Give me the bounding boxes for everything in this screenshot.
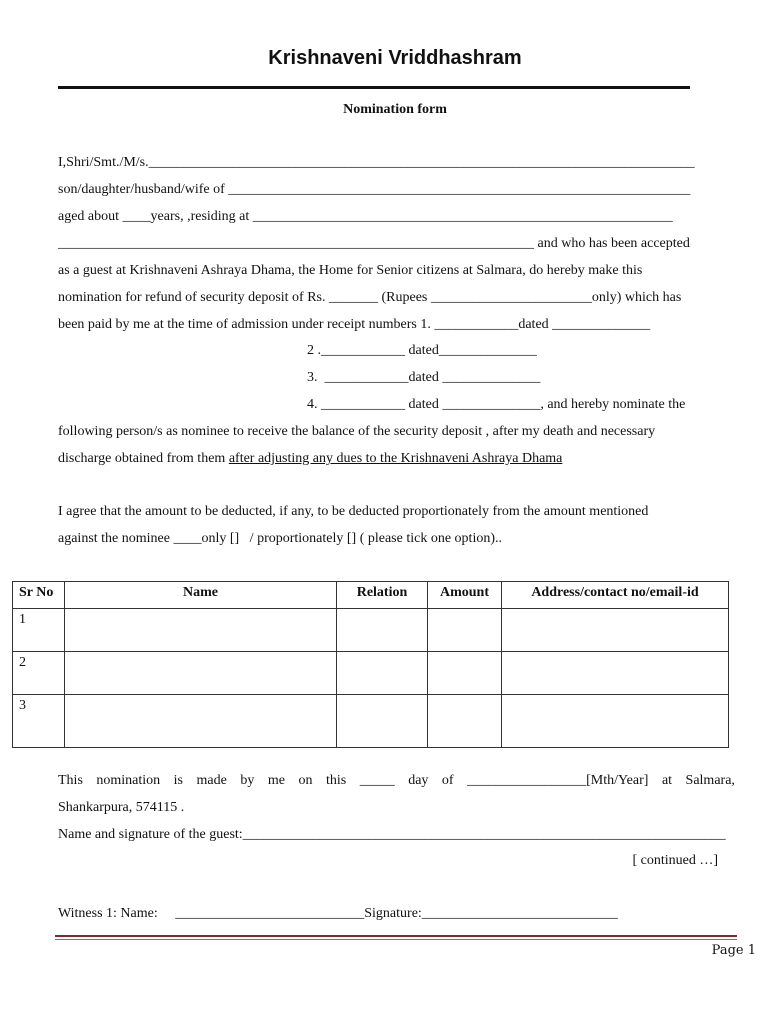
word: day [408,773,429,788]
header-name: Name [65,582,337,609]
row-relation-cell[interactable] [337,652,428,695]
table-row [13,609,729,652]
row-sr-no: 1 [13,609,65,652]
agreement-line-2: against the nominee ____only [] / proportionately [] ( please tick one option).. [58,531,502,546]
receipt-line-4: 4. ____________ dated ______________, and hereby nominate the [307,397,686,412]
word: is [173,773,184,788]
receipt-line-3: 3. ____________dated ______________ [307,370,541,385]
place-line: Shankarpura, 574115 . [58,800,185,815]
title-rule [58,86,690,89]
row-name-cell[interactable] [65,652,337,695]
row-amount-cell[interactable] [428,609,502,652]
name-line: I,Shri/Smt./M/s.______________________________________________________________________________ [58,155,695,170]
table-row [13,695,729,748]
row-amount-cell[interactable] [428,652,502,695]
word: this [325,773,347,788]
deposit-line: nomination for refund of security deposit of Rs. _______ (Rupees _______________________only) which has [58,290,682,305]
header-address: Address/contact no/email-id [502,582,729,609]
word: on [298,773,313,788]
row-name-cell[interactable] [65,609,337,652]
row-sr-no: 3 [13,695,65,748]
nominee-statement-line: following person/s as nominee to receive the balance of the security deposit , after my death and necessary [58,424,656,439]
header-relation: Relation [337,582,428,609]
table-row [13,652,729,695]
guest-statement-line: as a guest at Krishnaveni Ashraya Dhama, the Home for Senior citizens at Salmara, do hereby make this [58,263,643,278]
row-address-cell[interactable] [502,695,729,748]
day-blank: _____ [359,773,395,788]
footer-rule-thin [55,939,737,940]
discharge-text: discharge obtained from them [58,451,229,466]
row-relation-cell[interactable] [337,609,428,652]
header-amount: Amount [428,582,502,609]
page-number: Page 1 [711,943,756,958]
month-year-blank: _________________[Mth/Year] [467,773,649,788]
word: me [267,773,285,788]
row-name-cell[interactable] [65,695,337,748]
receipt-line-2: 2 .____________ dated______________ [307,343,537,358]
word: by [240,773,255,788]
word: made [196,773,227,788]
footer-rule [55,935,737,937]
row-relation-cell[interactable] [337,695,428,748]
nomination-date-line [58,773,735,789]
discharge-line [58,451,562,467]
row-address-cell[interactable] [502,652,729,695]
header-sr-no: Sr No [13,582,65,609]
row-amount-cell[interactable] [428,695,502,748]
row-sr-no: 2 [13,652,65,695]
address-line: ____________________________________________________________________ and who has been accepted [58,236,690,251]
row-address-cell[interactable] [502,609,729,652]
guest-signature-line: Name and signature of the guest:_____________________________________________________________________ [58,827,726,842]
form-title: Krishnaveni Vriddhashram [268,47,522,69]
receipt-line-1: been paid by me at the time of admission under receipt numbers 1. ____________dated ______________ [58,317,651,332]
word: This [58,773,83,788]
word: Salmara, [685,773,735,788]
dues-clause: after adjusting any dues to the Krishnaveni Ashraya Dhama [228,451,563,466]
continued-note: [ continued …] [632,853,718,868]
agreement-line-1: I agree that the amount to be deducted, if any, to be deducted proportionately from the amount mentioned [58,504,649,519]
table-header-row [13,582,729,609]
form-subtitle: Nomination form [343,102,447,117]
word: at [661,773,673,788]
nominee-table [12,581,729,748]
word: of [441,773,454,788]
relation-line: son/daughter/husband/wife of __________________________________________________________________ [58,182,691,197]
word: nomination [96,773,161,788]
age-residence-line: aged about ____years, ,residing at ____________________________________________________________ [58,209,673,224]
witness-line: Witness 1: Name: ___________________________Signature:____________________________ [58,906,618,921]
